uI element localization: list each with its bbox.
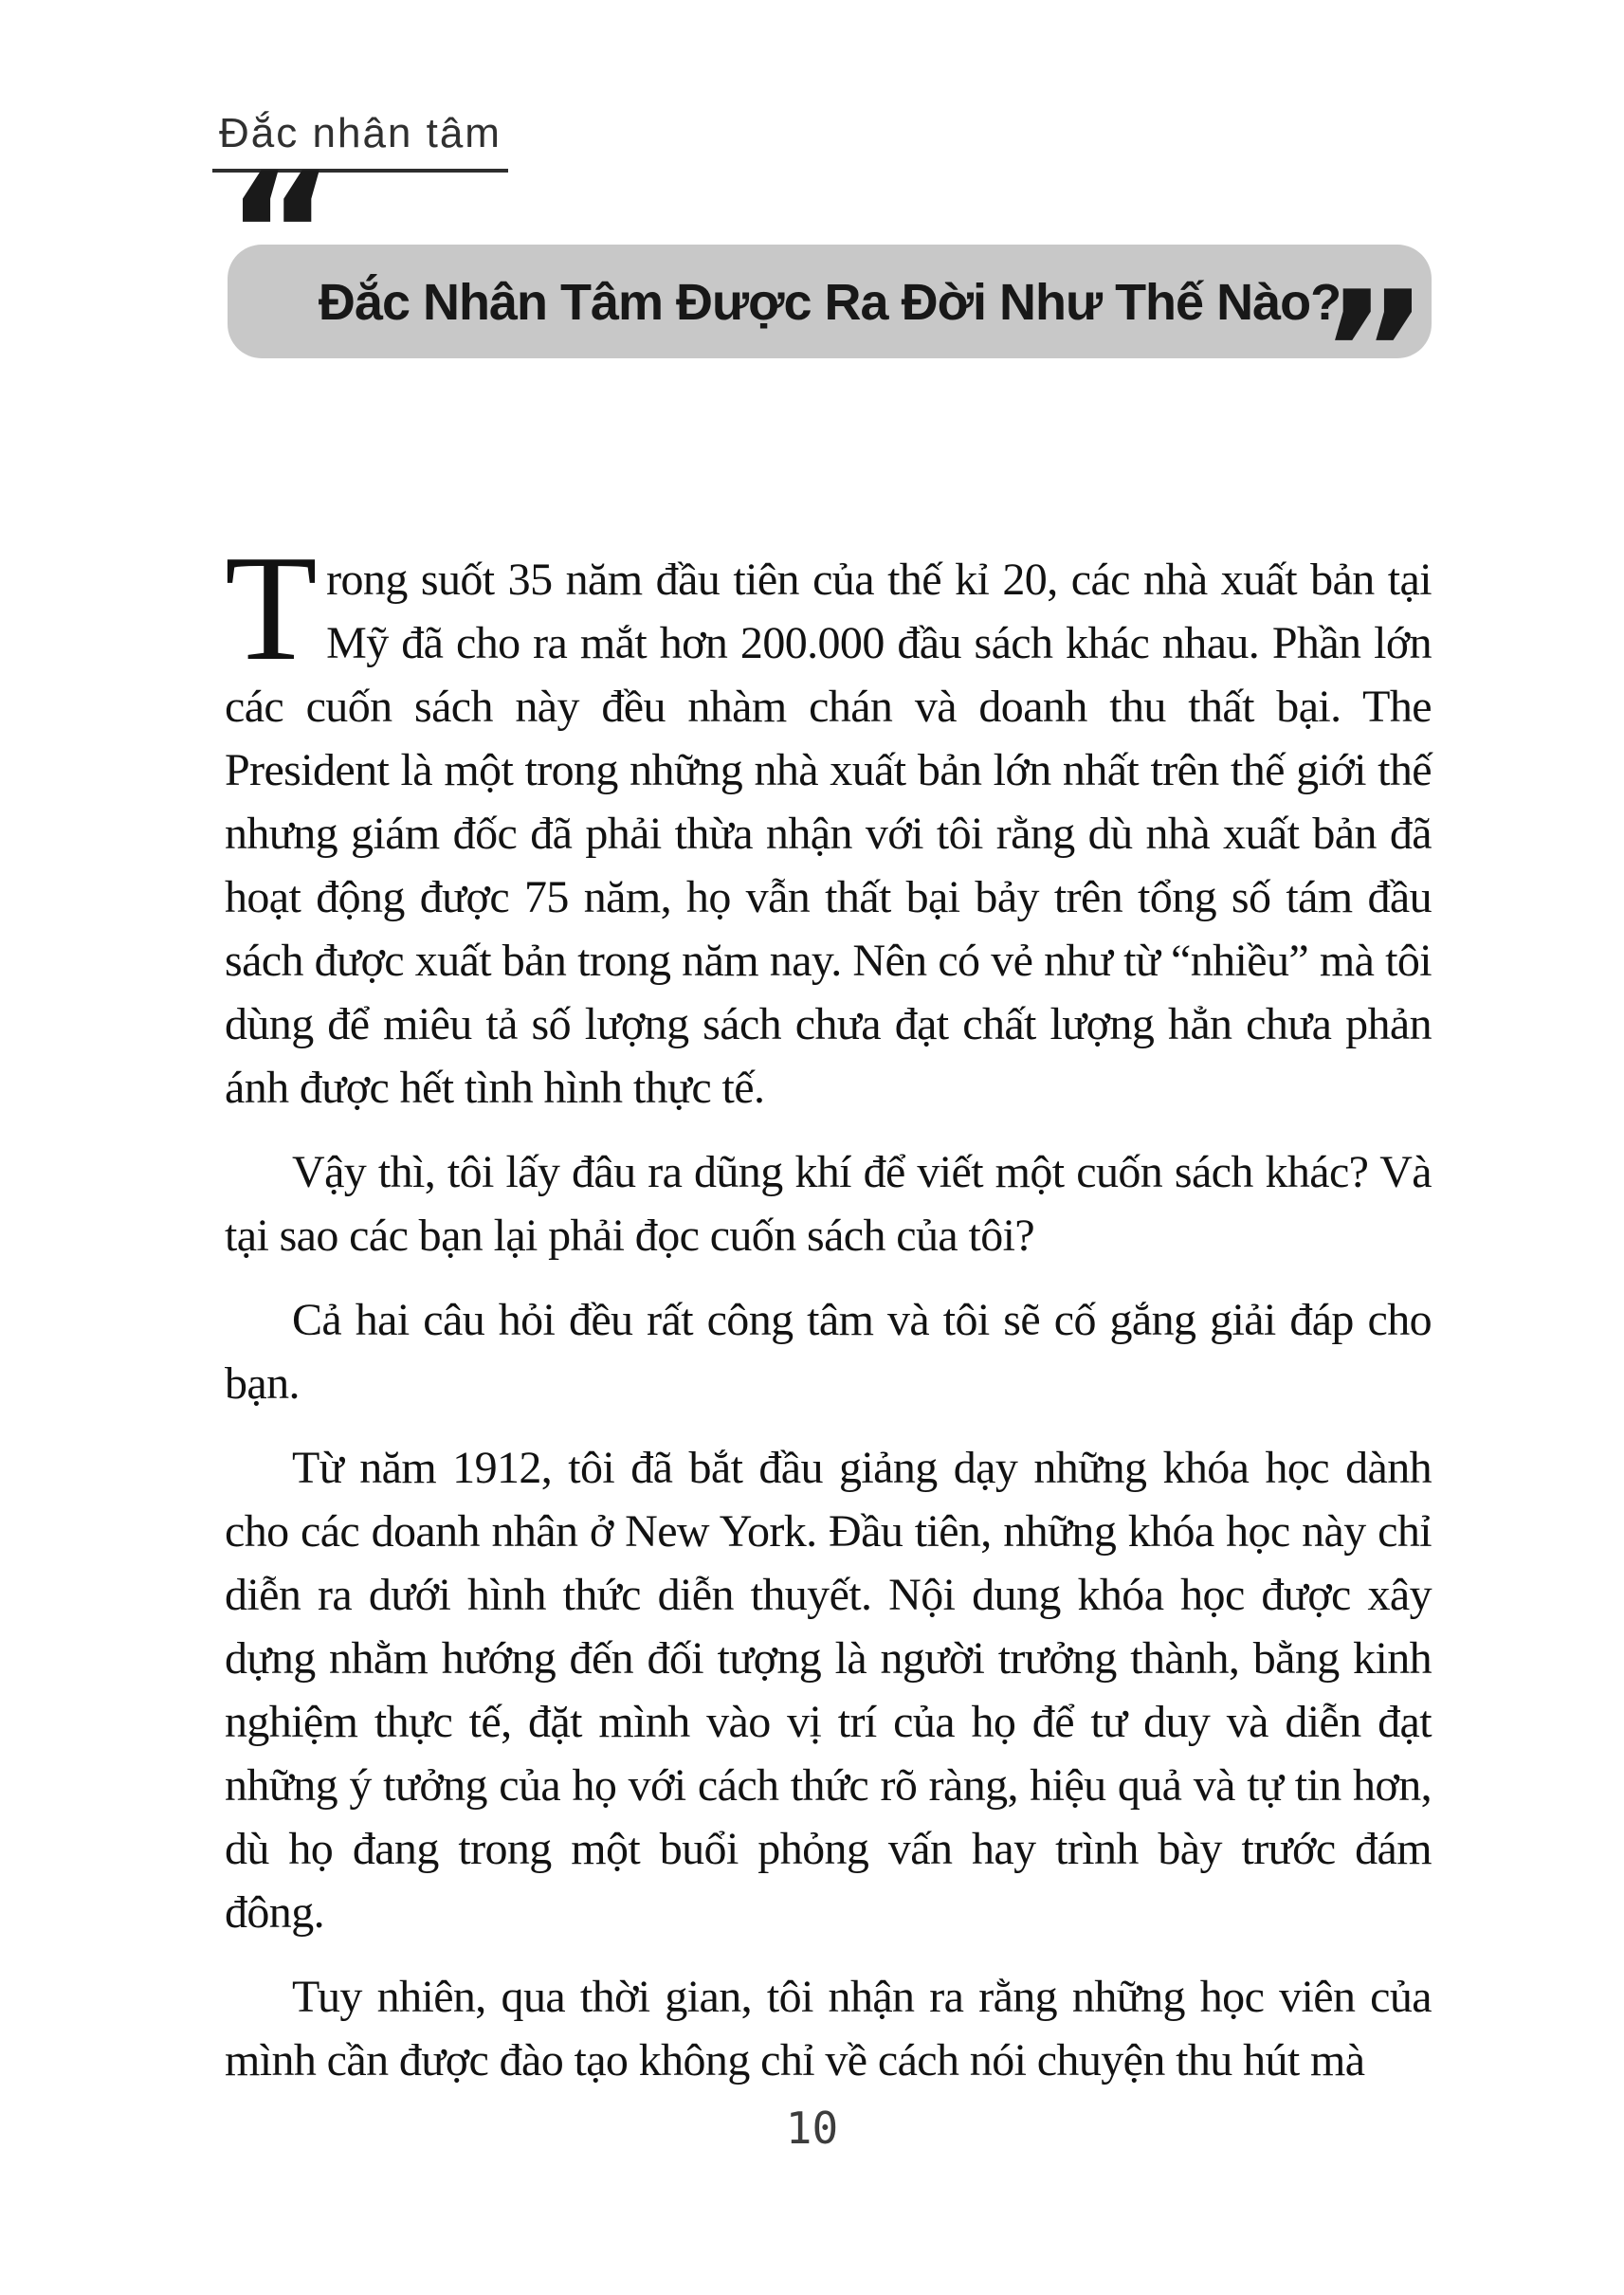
paragraph-text: rong suốt 35 năm đầu tiên của thế kỉ 20, các nhà xuất bản tại Mỹ đã cho ra mắt hơn 200.000 đầu sách khác nhau. Phần lớn các cuốn sách này đều nhàm chán và doanh thu thất bại. The President là một trong những nhà xuất bản lớn nhất trên thế giới thế nhưng giám đốc đã phải thừa nhận với tôi rằng dù nhà xuất bản đã hoạt động được 75 năm, họ vẫn thất bại bảy trên tổng số tám đầu sách được xuất bản trong năm nay. Nên có vẻ như từ “nhiều” mà tôi dùng để miêu tả số lượng sách chưa đạt chất lượng hẳn chưa phản ánh được hết tình hình thực tế. — [225, 555, 1432, 1113]
paragraph: Vậy thì, tôi lấy đâu ra dũng khí để viết một cuốn sách khác? Và tại sao các bạn lại phải đọc cuốn sách của tôi? — [225, 1147, 1432, 1261]
paragraph: Cả hai câu hỏi đều rất công tâm và tôi sẽ cố gắng giải đáp cho bạn. — [225, 1295, 1432, 1409]
page-number: 10 — [785, 2103, 839, 2154]
close-quote-icon: ” — [1320, 257, 1430, 449]
chapter-title-banner — [228, 245, 1432, 358]
dropcap-letter: T — [225, 523, 318, 692]
paragraph: Từ năm 1912, tôi đã bắt đầu giảng dạy những khóa học dành cho các doanh nhân ở New York. Đầu tiên, những khóa học này chỉ diễn ra dưới hình thức diễn thuyết. Nội dung khóa học được xây dựng nhằm hướng đến đối tượng là người trưởng thành, bằng kinh nghiệm thực tế, đặt mình vào vị trí của họ để tư duy và diễn đạt những ý tưởng của họ với cách thức rõ ràng, hiệu quả và tự tin hơn, dù họ đang trong một buổi phỏng vấn hay trình bày trước đám đông. — [225, 1443, 1432, 1938]
paragraph — [225, 523, 1432, 1120]
chapter-title: Đắc Nhân Tâm Được Ra Đời Như Thế Nào? — [318, 274, 1341, 331]
paragraph: Tuy nhiên, qua thời gian, tôi nhận ra rằng những học viên của mình cần được đào tạo không chỉ về cách nói chuyện thu hút mà — [225, 1972, 1432, 2086]
body-text — [225, 523, 1432, 2113]
open-quote-icon: “ — [226, 138, 336, 331]
running-header-label: Đắc nhân tâm — [219, 110, 502, 156]
